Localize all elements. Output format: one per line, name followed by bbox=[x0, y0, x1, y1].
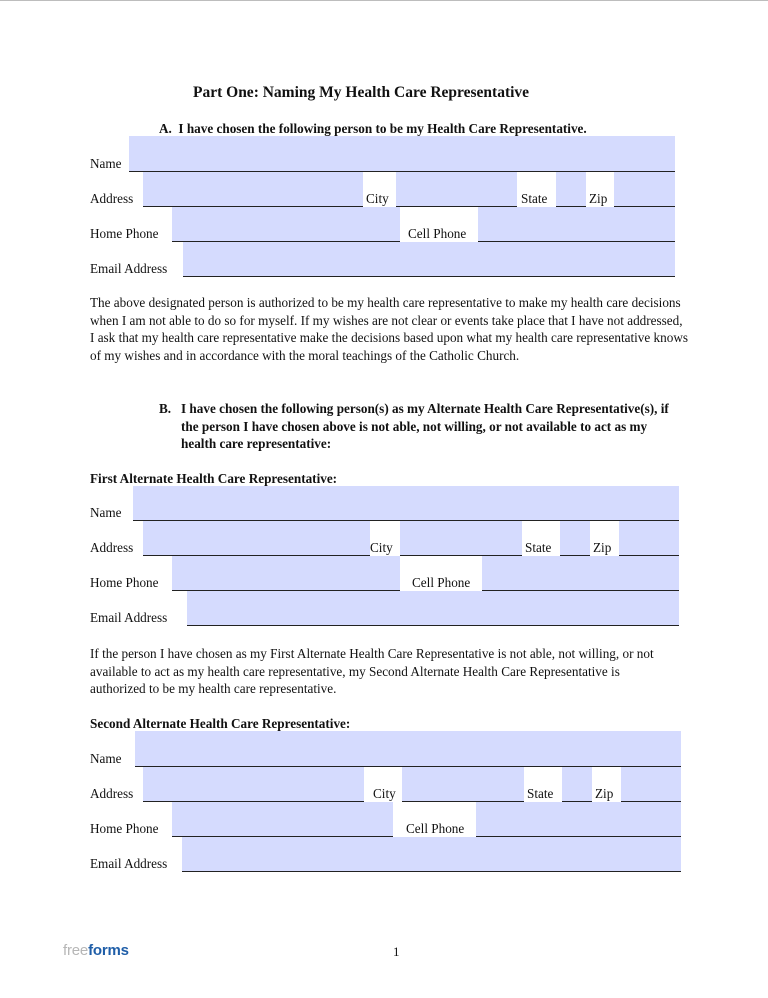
cell-phone-label: Cell Phone bbox=[408, 226, 467, 241]
home-phone-label: Home Phone bbox=[90, 575, 159, 590]
rep-zip-field[interactable] bbox=[614, 172, 675, 207]
address-label: Address bbox=[90, 786, 134, 801]
rep-address-field[interactable] bbox=[143, 172, 363, 207]
state-label: State bbox=[527, 786, 554, 801]
city-label: City bbox=[366, 191, 389, 206]
second-alt-zip-field[interactable] bbox=[621, 767, 681, 802]
email-label: Email Address bbox=[90, 856, 168, 871]
page-top-border bbox=[0, 0, 768, 1]
second-alt-city-field[interactable] bbox=[402, 767, 524, 802]
first-alternate-heading: First Alternate Health Care Representative: bbox=[90, 471, 338, 486]
logo-free-text: free bbox=[63, 942, 89, 959]
email-label: Email Address bbox=[90, 261, 168, 276]
zip-label: Zip bbox=[595, 786, 614, 801]
zip-label: Zip bbox=[589, 191, 608, 206]
zip-label: Zip bbox=[593, 540, 612, 555]
second-alt-name-field[interactable] bbox=[135, 731, 681, 767]
email-label: Email Address bbox=[90, 610, 168, 625]
name-label: Name bbox=[90, 505, 122, 520]
first-alt-name-field[interactable] bbox=[133, 486, 679, 521]
name-label: Name bbox=[90, 751, 122, 766]
home-phone-label: Home Phone bbox=[90, 821, 159, 836]
section-a-heading bbox=[159, 121, 587, 137]
second-alt-cell-phone-field[interactable] bbox=[476, 802, 681, 837]
second-alt-home-phone-field[interactable] bbox=[172, 802, 393, 837]
first-alt-cell-phone-field[interactable] bbox=[482, 556, 679, 591]
city-label: City bbox=[370, 540, 393, 555]
authorization-paragraph: The above designated person is authorized to be my health care representative to make my health care decisions when I am not able to do so for myself. If my wishes are not clear or events take place that I have not addressed, I ask that my health care representative make the decisions based upon what my health care representative knows of my wishes and in accordance with the moral teachings of the Catholic Church. bbox=[90, 295, 688, 363]
first-alt-state-field[interactable] bbox=[560, 521, 590, 556]
second-alternate-heading: Second Alternate Health Care Representative: bbox=[90, 716, 351, 731]
page-number: 1 bbox=[393, 944, 400, 959]
section-a-marker: A. bbox=[159, 121, 172, 136]
rep-cell-phone-field[interactable] bbox=[478, 207, 675, 242]
first-alt-email-field[interactable] bbox=[187, 591, 679, 626]
address-label: Address bbox=[90, 191, 134, 206]
first-alt-zip-field[interactable] bbox=[619, 521, 679, 556]
first-alt-address-field[interactable] bbox=[143, 521, 370, 556]
cell-phone-label: Cell Phone bbox=[406, 821, 465, 836]
second-alternate-paragraph: If the person I have chosen as my First Alternate Health Care Representative is not able, not willing, or not available to act as my health care representative, my Second Alternate Health Care Representative is authorized to be my health care representative. bbox=[90, 646, 654, 697]
cell-phone-label: Cell Phone bbox=[412, 575, 471, 590]
second-alt-state-field[interactable] bbox=[562, 767, 592, 802]
state-label: State bbox=[521, 191, 548, 206]
rep-email-field[interactable] bbox=[183, 242, 675, 277]
section-a-text: I have chosen the following person to be my Health Care Representative. bbox=[178, 121, 587, 136]
home-phone-label: Home Phone bbox=[90, 226, 159, 241]
rep-home-phone-field[interactable] bbox=[172, 207, 400, 242]
first-alt-home-phone-field[interactable] bbox=[172, 556, 400, 591]
logo-forms-text: forms bbox=[88, 942, 129, 959]
city-label: City bbox=[373, 786, 396, 801]
section-b-marker: B. bbox=[159, 401, 172, 416]
freeforms-logo bbox=[63, 942, 129, 959]
state-label: State bbox=[525, 540, 552, 555]
page-title: Part One: Naming My Health Care Representative bbox=[193, 84, 530, 101]
second-alt-address-field[interactable] bbox=[143, 767, 364, 802]
name-label: Name bbox=[90, 156, 122, 171]
rep-state-field[interactable] bbox=[556, 172, 586, 207]
address-label: Address bbox=[90, 540, 134, 555]
first-alt-city-field[interactable] bbox=[400, 521, 522, 556]
second-alt-email-field[interactable] bbox=[182, 837, 681, 872]
rep-city-field[interactable] bbox=[396, 172, 517, 207]
section-b-text: I have chosen the following person(s) as my Alternate Health Care Representative(s), if the person I have chosen above is not able, not willing, or not available to act as my health care representative: bbox=[181, 401, 669, 451]
rep-name-field[interactable] bbox=[129, 136, 675, 172]
